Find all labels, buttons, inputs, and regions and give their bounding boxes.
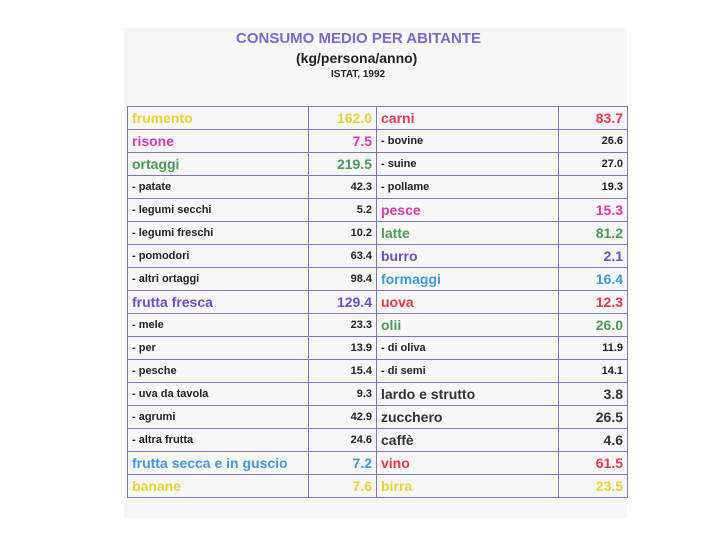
right-food-value-cell: 15.3 <box>559 199 628 222</box>
right-food-name-cell: - bovine <box>377 130 559 153</box>
left-food-value-cell: 219.5 <box>309 153 377 176</box>
table-row <box>128 153 628 176</box>
left-food-name-cell: - legumi secchi <box>128 199 309 222</box>
right-food-value-cell: 14.1 <box>559 360 628 383</box>
right-food-name-cell: - suine <box>377 153 559 176</box>
table-row <box>128 360 628 383</box>
left-food-value-cell: 42.9 <box>309 406 377 429</box>
left-food-value-cell: 7.5 <box>309 130 377 153</box>
left-food-name-cell: - uva da tavola <box>128 383 309 406</box>
left-food-value-cell: 129.4 <box>309 291 377 314</box>
left-food-value-cell: 63.4 <box>309 245 377 268</box>
right-food-name-cell: zucchero <box>377 406 559 429</box>
right-food-value-cell: 26.0 <box>559 314 628 337</box>
left-food-value-cell: 24.6 <box>309 429 377 452</box>
right-food-value-cell: 19.3 <box>559 176 628 199</box>
right-food-name-cell: vino <box>377 452 559 475</box>
left-food-name-cell: - pesche <box>128 360 309 383</box>
table-row <box>128 406 628 429</box>
right-food-value-cell: 12.3 <box>559 291 628 314</box>
table-row <box>128 452 628 475</box>
left-food-name-cell: frumento <box>128 107 309 130</box>
left-food-value-cell: 7.6 <box>309 475 377 498</box>
table-row <box>128 176 628 199</box>
left-food-name-cell: - altra frutta <box>128 429 309 452</box>
left-food-value-cell: 23.3 <box>309 314 377 337</box>
right-food-name-cell: uova <box>377 291 559 314</box>
header <box>124 28 627 88</box>
right-food-name-cell: birra <box>377 475 559 498</box>
left-food-name-cell: frutta fresca <box>128 291 309 314</box>
table-body <box>128 107 628 498</box>
right-food-name-cell: olii <box>377 314 559 337</box>
left-food-value-cell: 13.9 <box>309 337 377 360</box>
table-row <box>128 429 628 452</box>
table-row <box>128 314 628 337</box>
right-food-name-cell: - pollame <box>377 176 559 199</box>
table-row <box>128 222 628 245</box>
right-food-name-cell: - di semi <box>377 360 559 383</box>
right-food-value-cell: 26.5 <box>559 406 628 429</box>
right-food-name-cell: - di oliva <box>377 337 559 360</box>
left-food-value-cell: 162.0 <box>309 107 377 130</box>
consumption-table <box>127 106 628 498</box>
table-row <box>128 337 628 360</box>
table-row <box>128 383 628 406</box>
table-row <box>128 107 628 130</box>
left-food-value-cell: 5.2 <box>309 199 377 222</box>
left-food-value-cell: 7.2 <box>309 452 377 475</box>
right-food-name-cell: burro <box>377 245 559 268</box>
right-food-value-cell: 11.9 <box>559 337 628 360</box>
right-food-name-cell: caffè <box>377 429 559 452</box>
table-row <box>128 130 628 153</box>
data-source: ISTAT, 1992 <box>331 69 386 80</box>
left-food-name-cell: frutta secca e in guscio <box>128 452 309 475</box>
left-food-name-cell: - altri ortaggi <box>128 268 309 291</box>
page-title: CONSUMO MEDIO PER ABITANTE <box>236 30 482 47</box>
left-food-name-cell: - legumi freschi <box>128 222 309 245</box>
right-food-name-cell: carni <box>377 107 559 130</box>
right-food-name-cell: formaggi <box>377 268 559 291</box>
left-food-value-cell: 98.4 <box>309 268 377 291</box>
right-food-value-cell: 16.4 <box>559 268 628 291</box>
left-food-name-cell: - pomodori <box>128 245 309 268</box>
page-subtitle: (kg/persona/anno) <box>296 50 418 66</box>
right-food-value-cell: 2.1 <box>559 245 628 268</box>
left-food-name-cell: - mele <box>128 314 309 337</box>
left-food-name-cell: - patate <box>128 176 309 199</box>
left-food-name-cell: - per <box>128 337 309 360</box>
right-food-name-cell: pesce <box>377 199 559 222</box>
table-row <box>128 268 628 291</box>
right-food-value-cell: 26.6 <box>559 130 628 153</box>
left-food-name-cell: ortaggi <box>128 153 309 176</box>
table-row <box>128 199 628 222</box>
table-row <box>128 475 628 498</box>
left-food-name-cell: risone <box>128 130 309 153</box>
right-food-value-cell: 61.5 <box>559 452 628 475</box>
left-food-name-cell: banane <box>128 475 309 498</box>
left-food-name-cell: - agrumi <box>128 406 309 429</box>
left-food-value-cell: 9.3 <box>309 383 377 406</box>
right-food-value-cell: 83.7 <box>559 107 628 130</box>
left-food-value-cell: 10.2 <box>309 222 377 245</box>
right-food-name-cell: latte <box>377 222 559 245</box>
right-food-value-cell: 23.5 <box>559 475 628 498</box>
right-food-value-cell: 4.6 <box>559 429 628 452</box>
right-food-value-cell: 3.8 <box>559 383 628 406</box>
left-food-value-cell: 15.4 <box>309 360 377 383</box>
left-food-value-cell: 42.3 <box>309 176 377 199</box>
right-food-name-cell: lardo e strutto <box>377 383 559 406</box>
table-row <box>128 291 628 314</box>
right-food-value-cell: 81.2 <box>559 222 628 245</box>
right-food-value-cell: 27.0 <box>559 153 628 176</box>
table-row <box>128 245 628 268</box>
